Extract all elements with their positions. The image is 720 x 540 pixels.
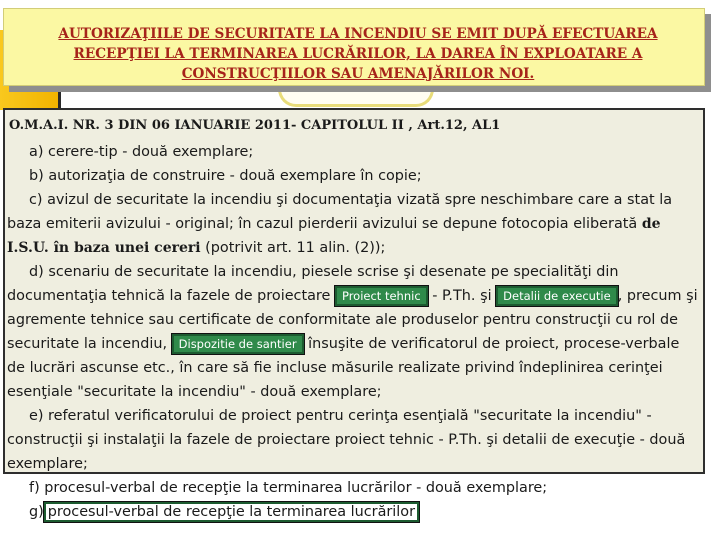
proiect-tehnic-button[interactable]: Proiect tehnic <box>335 286 428 306</box>
list-item-f: f) procesul-verbal de recepţie la terminarea lucrărilor - două exemplare; <box>29 480 548 496</box>
legal-reference-heading: O.M.A.I. NR. 3 DIN 06 IANUARIE 2011- CAPITOLUL II , Art.12, AL1 <box>9 118 501 133</box>
list-item-c-tail: (potrivit art. 11 alin. (2)); <box>205 240 386 256</box>
proces-verbal-receptie-link[interactable]: procesul-verbal de recepţie la terminarea lucrărilor <box>44 502 419 522</box>
content-panel <box>3 108 705 520</box>
title-banner <box>3 8 705 86</box>
requirements-list <box>7 140 701 524</box>
slide-title: AUTORIZAŢIILE DE SECURITATE LA INCENDIU SE EMIT DUPĂ EFECTUAREA RECEPŢIEI LA TERMINAREA LUCRĂRILOR, LA DAREA ÎN EXPLOATARE A CONSTRUCŢIILOR SAU AMENAJĂRILOR NOI. <box>58 26 658 82</box>
list-item-d <box>7 260 701 404</box>
list-item-e <box>7 404 701 476</box>
list-item-b: b) autorizaţia de construire - două exemplare în copie; <box>29 168 422 184</box>
list-item-c-text: c) avizul de securitate la incendiu şi documentaţia vizată spre neschimbare care a stat la baza emiterii avizului - original; în cazul pierderii avizului se depune fotocopia eliberată <box>7 192 673 232</box>
list-item-g-prefix: g) <box>29 504 44 520</box>
list-item-d-text-4: însuşite de verificatorul de proiect, procese-verbale de lucrări ascunse etc., în care să fie incluse măsurile realizate privind îndeplinirea cerinţei esenţiale "securitate la incendiu" - două exemplare; <box>7 336 680 400</box>
detalii-executie-button[interactable]: Detalii de executie <box>496 286 618 306</box>
list-item-c <box>7 188 701 260</box>
list-item-g <box>7 500 701 524</box>
list-item-d-text-3: , precum şi agremente tehnice sau certificate de conformitate ale produselor pentru construcţii cu rol de securitate la incendiu, <box>7 288 698 352</box>
list-item-a: a) cerere-tip - două exemplare; <box>29 144 254 160</box>
list-item-d-text-2: - P.Th. şi <box>432 288 492 304</box>
dispozitie-santier-button[interactable]: Dispozitie de santier <box>172 334 304 354</box>
list-item-c-emphasis: de I.S.U. în baza unei cereri <box>7 216 661 256</box>
list-item-e-text: e) referatul verificatorului de proiect pentru cerinţa esenţială "securitate la incendiu" - construcţii şi instalaţii la fazele de proiectare proiect tehnic - P.Th. şi detalii de execuţie - două exemplare; <box>7 408 686 472</box>
list-item-d-text-1: d) scenariu de securitate la incendiu, piesele scrise şi desenate pe specialităţi din documentaţia tehnică la fazele de proiectare <box>7 264 619 304</box>
